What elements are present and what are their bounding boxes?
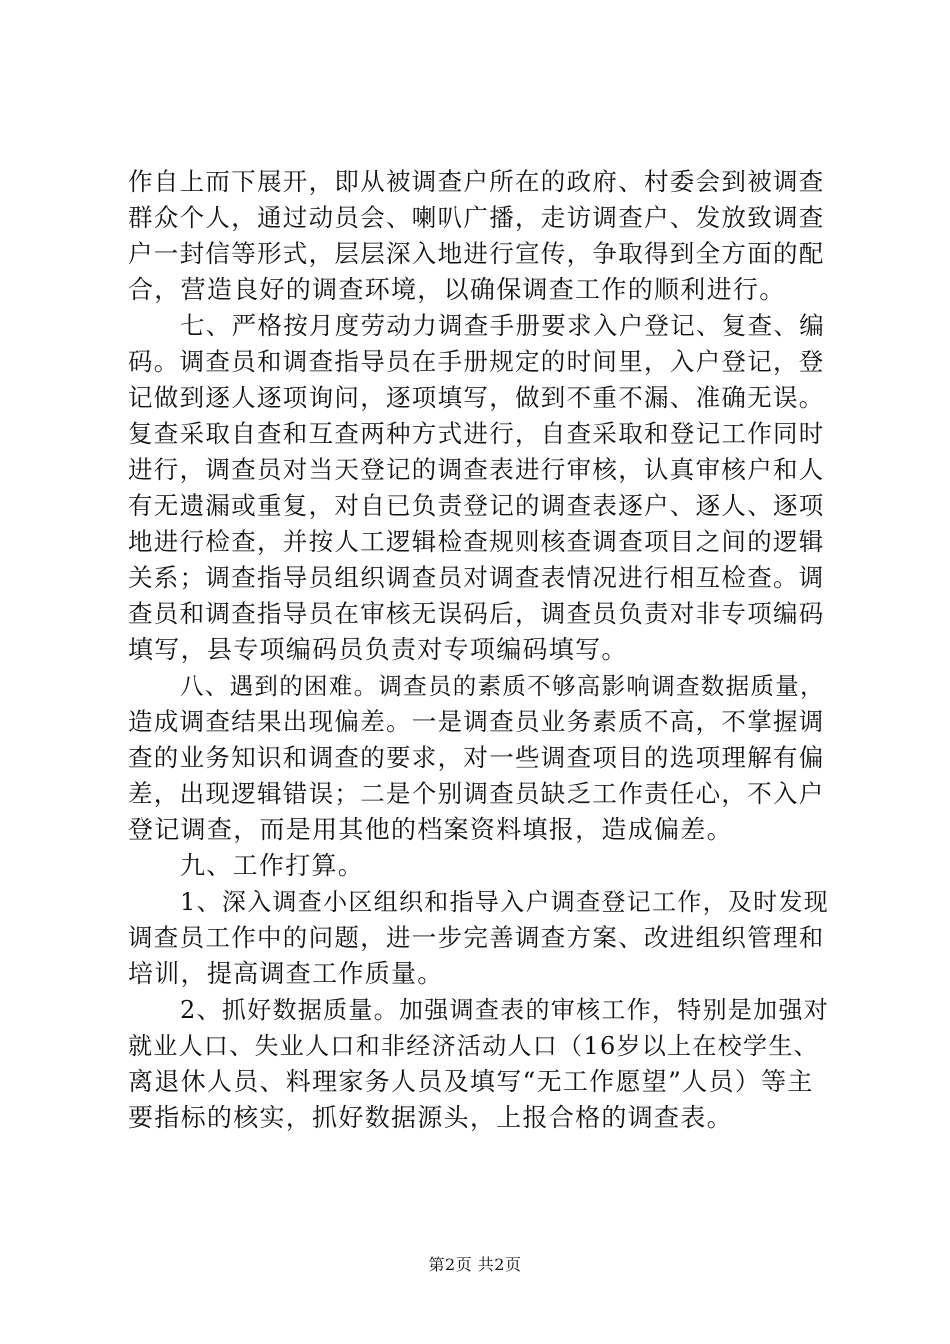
- text-line: 查员和调查指导员在审核无误码后，调查员负责对非专项编码: [128, 599, 825, 628]
- text-line: 差，出现逻辑错误；二是个别调查员缺乏工作责任心，不入户: [128, 779, 825, 808]
- text-line: 离退休人员、料理家务人员及填写“无工作愿望”人员）等主: [128, 1067, 814, 1096]
- text-line: 2、抓好数据质量。加强调查表的审核工作，特别是加强对: [180, 996, 830, 1024]
- text-line: 关系；调查指导员组织调查员对调查表情况进行相互检查。调: [128, 563, 825, 592]
- text-line: 户一封信等形式，层层深入地进行宣传，争取得到全方面的配: [128, 239, 825, 268]
- text-line: 有无遗漏或重复，对自已负责登记的调查表逐户、逐人、逐项: [128, 491, 825, 520]
- text-line: 八、遇到的困难。调查员的素质不够高影响调查数据质量，: [180, 672, 825, 700]
- text-line: 作自上而下展开，即从被调查户所在的政府、村委会到被调查: [128, 167, 825, 196]
- text-line: 进行，调查员对当天登记的调查表进行审核，认真审核户和人: [128, 455, 825, 484]
- text-line: 记做到逐人逐项询问，逐项填写，做到不重不漏、准确无误。: [128, 383, 825, 412]
- text-line: 查的业务知识和调查的要求，对一些调查项目的选项理解有偏: [128, 743, 825, 772]
- text-line: 七、严格按月度劳动力调查手册要求入户登记、复查、编: [180, 311, 825, 340]
- page-number-footer: 第2页 共2页: [428, 1255, 522, 1274]
- text-line: 群众个人，通过动员会、喇叭广播，走访调查户、发放致调查: [128, 203, 825, 232]
- text-line: 培训，提高调查工作质量。: [128, 959, 444, 988]
- text-line: 填写，县专项编码员负责对专项编码填写。: [128, 635, 628, 664]
- text-line: 就业人口、失业人口和非经济活动人口（16岁以上在校学生、: [128, 1032, 819, 1060]
- text-line: 合，营造良好的调查环境，以确保调查工作的顺利进行。: [128, 275, 786, 304]
- text-line: 复查采取自查和互查两种方式进行，自查采取和登记工作同时: [128, 419, 825, 448]
- text-line: 九、工作打算。: [180, 851, 365, 880]
- text-line: 造成调查结果出现偏差。一是调查员业务素质不高，不掌握调: [128, 707, 825, 736]
- text-line: 地进行检查，并按人工逻辑检查规则核查调查项目之间的逻辑: [128, 527, 825, 556]
- document-body: [128, 164, 830, 1136]
- text-line: 调查员工作中的问题，进一步完善调查方案、改进组织管理和: [128, 923, 825, 952]
- text-line: 1、深入调查小区组织和指导入户调查登记工作，及时发现: [180, 888, 830, 916]
- text-line: 要指标的核实，抓好数据源头，上报合格的调查表。: [128, 1103, 733, 1132]
- text-line: 登记调查，而是用其他的档案资料填报，造成偏差。: [128, 815, 733, 844]
- text-line: 码。调查员和调查指导员在手册规定的时间里，入户登记，登: [128, 347, 825, 376]
